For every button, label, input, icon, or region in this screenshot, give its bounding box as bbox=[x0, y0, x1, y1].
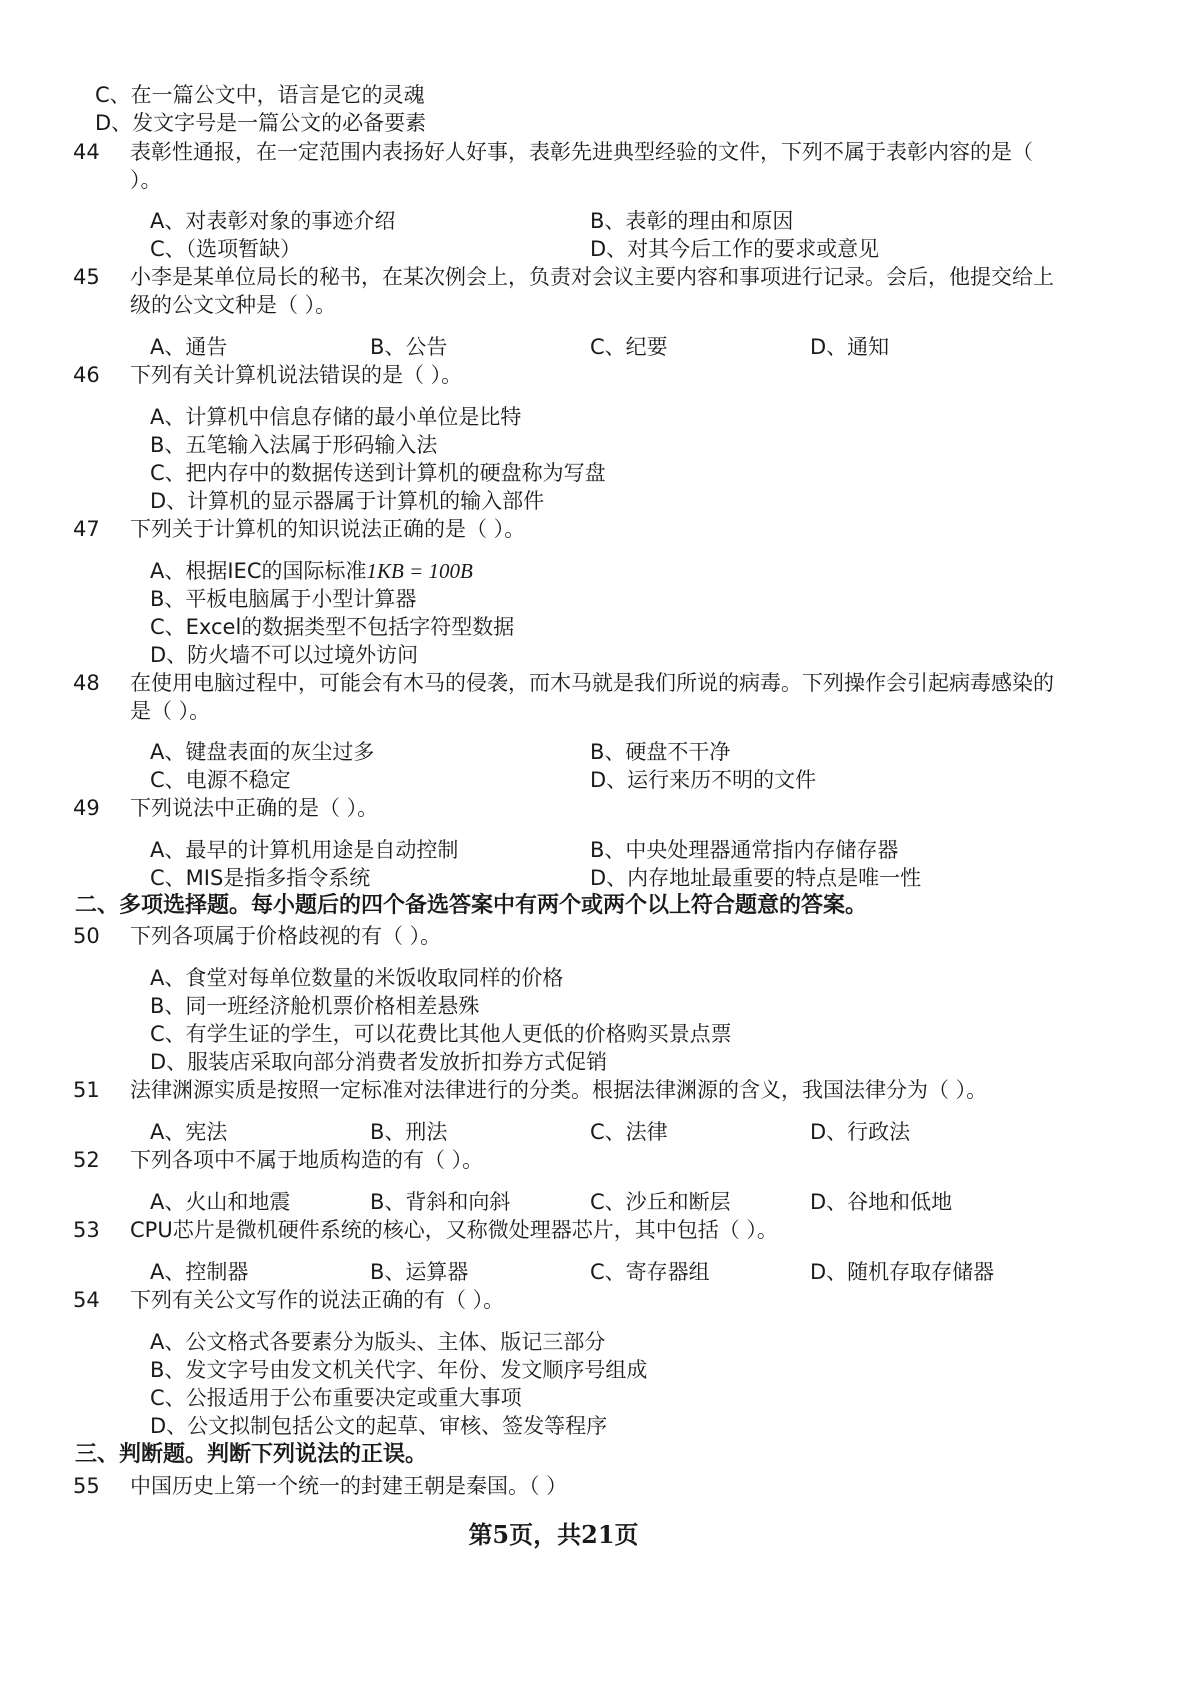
question-text: 下列关于计算机的知识说法正确的是（ ）。 bbox=[130, 517, 526, 541]
option-c: C、寄存器组 bbox=[590, 1260, 710, 1284]
question-text-cont: ）。 bbox=[130, 168, 162, 192]
option-a bbox=[150, 556, 473, 586]
question-text-cont: 是（ ）。 bbox=[130, 699, 211, 723]
option-d: D、公文拟制包括公文的起草、审核、签发等程序 bbox=[150, 1414, 608, 1438]
question-text: CPU芯片是微机硬件系统的核心，又称微处理器芯片，其中包括（ ）。 bbox=[130, 1218, 778, 1242]
question-text: 在使用电脑过程中，可能会有木马的侵袭，而木马就是我们所说的病毒。下列操作会引起病毒感染的 bbox=[130, 671, 1054, 695]
option-d: D、计算机的显示器属于计算机的输入部件 bbox=[150, 489, 545, 513]
option-d: D、行政法 bbox=[810, 1120, 911, 1144]
option-a: A、火山和地震 bbox=[150, 1190, 291, 1214]
question-text: 中国历史上第一个统一的封建王朝是秦国。（ ） bbox=[130, 1474, 568, 1498]
option-d: D、随机存取存储器 bbox=[810, 1260, 995, 1284]
option-b: B、硬盘不干净 bbox=[590, 740, 731, 764]
option-c: C、MIS是指多指令系统 bbox=[150, 866, 371, 890]
option-b: B、刑法 bbox=[370, 1120, 448, 1144]
option-a: A、控制器 bbox=[150, 1260, 249, 1284]
page-number: 第5页，共21页 bbox=[468, 1520, 639, 1549]
question-number: 53 bbox=[73, 1218, 100, 1242]
option-b: B、表彰的理由和原因 bbox=[590, 209, 794, 233]
section-heading-true-false: 三、判断题。判断下列说法的正误。 bbox=[75, 1442, 428, 1467]
option-b: B、同一班经济舱机票价格相差悬殊 bbox=[150, 994, 480, 1018]
option-d: D、对其今后工作的要求或意见 bbox=[590, 237, 880, 261]
question-text: 下列各项中不属于地质构造的有（ ）。 bbox=[130, 1148, 484, 1172]
option-a: A、公文格式各要素分为版头、主体、版记三部分 bbox=[150, 1330, 606, 1354]
prev-option-c: C、在一篇公文中，语言是它的灵魂 bbox=[95, 83, 425, 107]
question-text: 下列各项属于价格歧视的有（ ）。 bbox=[130, 924, 442, 948]
option-d: D、通知 bbox=[810, 335, 890, 359]
option-a: A、最早的计算机用途是自动控制 bbox=[150, 838, 459, 862]
question-number: 45 bbox=[73, 265, 100, 289]
question-number: 49 bbox=[73, 796, 100, 820]
question-number: 52 bbox=[73, 1148, 100, 1172]
question-text: 下列有关计算机说法错误的是（ ）。 bbox=[130, 363, 463, 387]
option-b: B、五笔输入法属于形码输入法 bbox=[150, 433, 438, 457]
option-b: B、运算器 bbox=[370, 1260, 469, 1284]
option-a: A、键盘表面的灰尘过多 bbox=[150, 740, 375, 764]
option-a: A、食堂对每单位数量的米饭收取同样的价格 bbox=[150, 966, 564, 990]
option-b: B、中央处理器通常指内存储存器 bbox=[590, 838, 899, 862]
question-number: 46 bbox=[73, 363, 100, 387]
option-d: D、谷地和低地 bbox=[810, 1190, 953, 1214]
question-number: 44 bbox=[73, 140, 100, 164]
option-a: A、计算机中信息存储的最小单位是比特 bbox=[150, 405, 522, 429]
option-c: C、Excel的数据类型不包括字符型数据 bbox=[150, 615, 515, 639]
option-c: C、有学生证的学生，可以花费比其他人更低的价格购买景点票 bbox=[150, 1022, 732, 1046]
question-text: 下列有关公文写作的说法正确的有（ ）。 bbox=[130, 1288, 505, 1312]
option-c: C、纪要 bbox=[590, 335, 668, 359]
option-c: C、（选项暂缺） bbox=[150, 237, 302, 261]
question-number: 50 bbox=[73, 924, 100, 948]
option-c: C、法律 bbox=[590, 1120, 668, 1144]
question-number: 48 bbox=[73, 671, 100, 695]
option-c: C、电源不稳定 bbox=[150, 768, 291, 792]
option-a-formula: 1KB = 100B bbox=[366, 559, 473, 583]
option-a: A、宪法 bbox=[150, 1120, 228, 1144]
option-c: C、沙丘和断层 bbox=[590, 1190, 731, 1214]
option-a: A、对表彰对象的事迹介绍 bbox=[150, 209, 396, 233]
option-a-text: A、根据IEC的国际标准 bbox=[150, 559, 367, 583]
option-d: D、防火墙不可以过境外访问 bbox=[150, 643, 419, 667]
option-b: B、发文字号由发文机关代字、年份、发文顺序号组成 bbox=[150, 1358, 648, 1382]
question-text-cont: 级的公文文种是（ ）。 bbox=[130, 293, 337, 317]
option-d: D、运行来历不明的文件 bbox=[590, 768, 817, 792]
option-b: B、公告 bbox=[370, 335, 448, 359]
question-number: 54 bbox=[73, 1288, 100, 1312]
option-b: B、背斜和向斜 bbox=[370, 1190, 511, 1214]
prev-option-d: D、发文字号是一篇公文的必备要素 bbox=[95, 111, 427, 135]
option-a: A、通告 bbox=[150, 335, 228, 359]
section-heading-multiple-choice: 二、多项选择题。每小题后的四个备选答案中有两个或两个以上符合题意的答案。 bbox=[75, 893, 868, 918]
question-text: 小李是某单位局长的秘书，在某次例会上，负责对会议主要内容和事项进行记录。会后，他提交给上 bbox=[130, 265, 1054, 289]
question-number: 47 bbox=[73, 517, 100, 541]
question-number: 51 bbox=[73, 1078, 100, 1102]
question-number: 55 bbox=[73, 1474, 100, 1498]
option-d: D、内存地址最重要的特点是唯一性 bbox=[590, 866, 922, 890]
question-text: 表彰性通报，在一定范围内表扬好人好事，表彰先进典型经验的文件，下列不属于表彰内容的是（ bbox=[130, 140, 1033, 164]
question-text: 法律渊源实质是按照一定标准对法律进行的分类。根据法律渊源的含义，我国法律分为（ ）。 bbox=[130, 1078, 988, 1102]
option-d: D、服装店采取向部分消费者发放折扣券方式促销 bbox=[150, 1050, 608, 1074]
question-text: 下列说法中正确的是（ ）。 bbox=[130, 796, 379, 820]
option-c: C、公报适用于公布重要决定或重大事项 bbox=[150, 1386, 522, 1410]
option-c: C、把内存中的数据传送到计算机的硬盘称为写盘 bbox=[150, 461, 606, 485]
option-b: B、平板电脑属于小型计算器 bbox=[150, 587, 417, 611]
